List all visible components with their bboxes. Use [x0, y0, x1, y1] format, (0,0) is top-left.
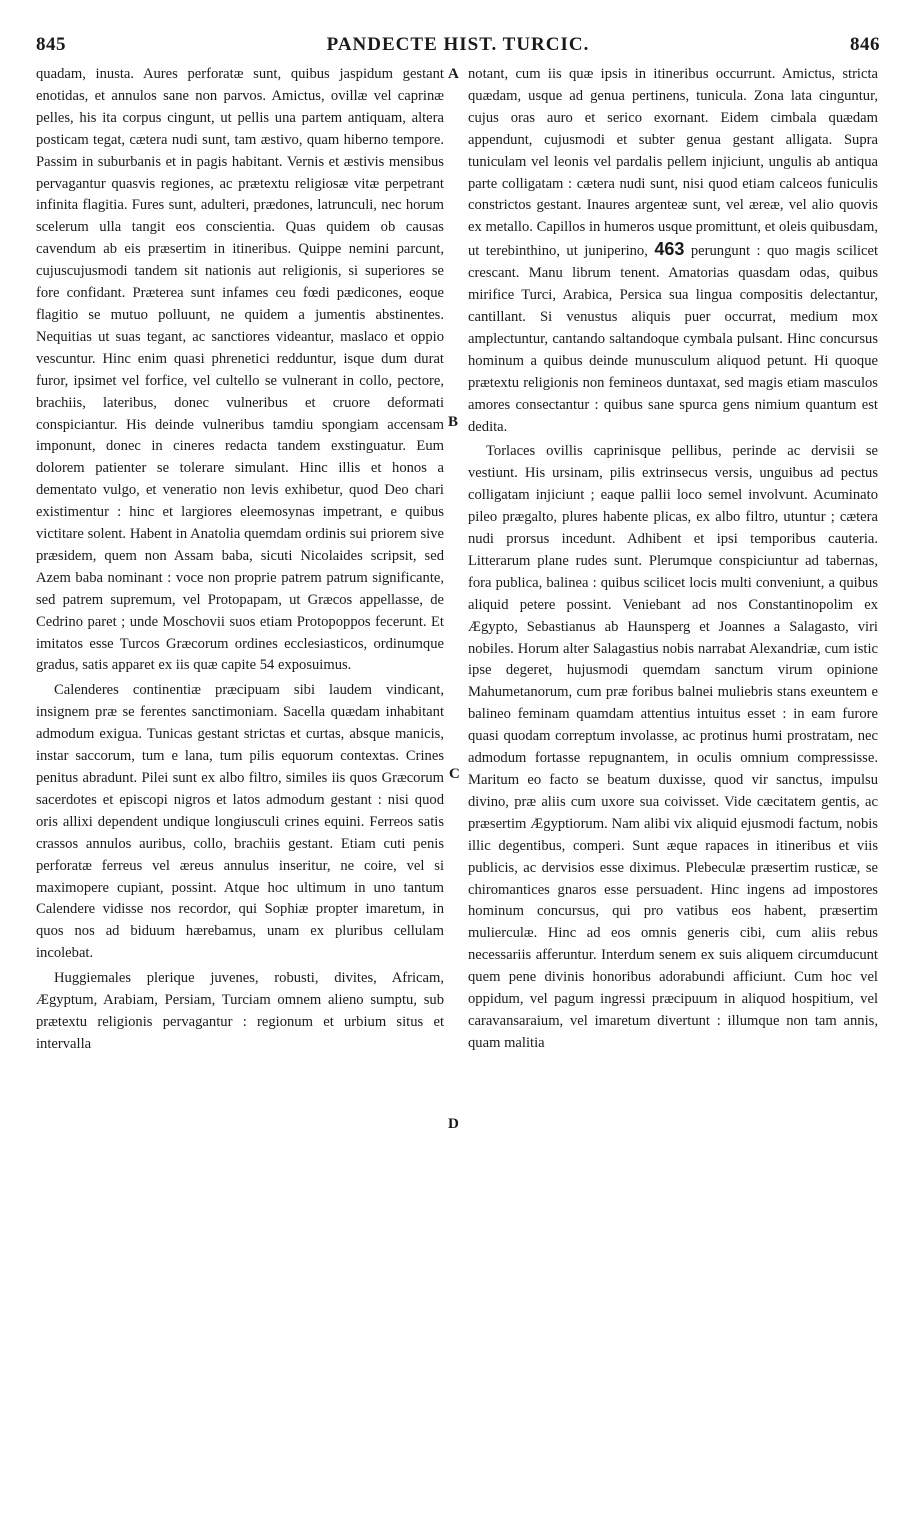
page-header: [36, 34, 880, 60]
right-paragraph-1-start: notant, cum iis quæ ipsis in itineribus occurrunt. Amictus, stricta quædam, usque ad genua pertinens, tunicula. Zona lata cinguntur, cujus oras auro et serico exornant. Eidem cimbala quædam appendunt, cujusmodi et subter genua gestant alligata. Supra tuniculam vel leonis vel pardalis pellem injiciunt, ungulis ab antiqua parte colligatam : cætera nudi sunt, nisi quod etiam calceos funiculis constrictos gestant. Inaures argenteæ sunt, vel æreæ, vel alio quovis ex metallo. Capillos in humeros usque promittunt, et oleis quibusdam, ut terebinthino, ut juniperino,: [468, 66, 878, 260]
reference-number: 463: [654, 239, 685, 260]
margin-letter-b: B: [448, 414, 459, 430]
right-paragraph-1-end: perungunt : quo magis scilicet crescant. Manu librum tenent. Amatorias quasdam odas, quibus mirifice Turci, Arabica, Persica sua lingua compositis delectantur, cantillant. Si venustus aliquis puer occurrat, medium mox amplectuntur, cantando saltandoque cymbala pulsant. Hinc concursus hominum a quibus deinde munusculum aliquod petunt. Hi quoque prætextu religionis non femineos duntaxat, sed magis etiam masculos amores consectantur : quibus sane spurca gens nimium quantum est dedita.: [468, 243, 879, 435]
left-paragraph-2: Calenderes continentiæ præcipuam sibi laudem vindicant, insignem præ se ferentes sanctimoniam. Sacella quædam inhabitant admodum exigua. Tunicas gestant strictas et curtas, absque manicis, instar saccorum, tum e lana, tum pilis equorum contextas. Crines penitus abradunt. Pilei sunt ex albo filtro, similes iis quos Græcorum sacerdotes et episcopi nigros et latos admodum gestant : nisi quod oris allixi dependent undique longiusculi crines equini. Ferreos satis crassos annulos auribus, collo, brachiis gestant. Etiam cuti penis perforatæ ferreus vel æreus annulus inseritur, ne coire, vel si maximopere cupiant, possint. Atque hoc ultimum in uno tantum Calendere vidisse nos recordor, qui Sophiæ propter imaretum, in quos nos ad biduum hærebamus, unam ex pluribus cellulam incolebat.: [36, 682, 444, 962]
margin-letter-a: A: [448, 66, 459, 82]
right-page-number: 846: [850, 34, 880, 55]
right-column: [468, 64, 878, 1055]
left-column: [36, 64, 444, 1056]
right-paragraph-2: Torlaces ovillis caprinisque pellibus, perinde ac dervisii se vestiunt. His ursinam, pilis extrinsecus versis, unguibus ad pectus colligatam injiciunt ; eaque pallii loco semel involvunt. Acuminato pileo prægalto, plures habente plicas, ex albo filtro, utuntur ; cætera nudi prorsus incedunt. Adhibent et ipsi temporibus cauteria. Litterarum plane rudes sunt. Plerumque conspiciuntur ad tabernas, fora publica, balinea : quibus scilicet locis multi conveniunt, a quibus aliquid petere possint. Veniebant ad nos Constantinopolim ex Ægypto, Sebastianus ab Haunsperg et Joannes a Salagasto, viri nobiles. Horum alter Salagastius nobis narrabat Alexandriæ, cum istic ipse degeret, hujusmodi quemdam sanctum virum opinione Mahumetanorum, cum præ foribus balnei muliebris stans exeuntem e balineo feminam quamdam attentius intuitus esset : in eam furore quasi quodam correptum involasse, ac protinus humi prostratam, nec admodum fortasse repugnantem, in oculis omnium compressisse. Maritum eo facto se beatum duxisse, quod vir sanctus, impulsu divino, præ aliis cum uxore sua coivisset. Vide cæcitatem gentis, ac præsertim Ægyptiorum. Nam alibi vix aliquid ejusmodi factum, nobis illic degentibus, comperi. Sunt æque rapaces in itineribus et viis publicis, ac dervisios esse diximus. Plebeculæ præsertim rusticæ, se chiromantices gnaros esse persuadent. Hinc ingens ad impostores hominum concursus, qui pro vatibus eos habent, præsertim mulierculæ. Hinc ad eos omnis generis cibi, cum aliis rebus necessariis afferuntur. Interdum senem ex suis aliquem circumducunt quem pene divinis honoribus adorabundi afficiunt. Cum hoc vel oppidum, vel pagum ingressi præcipuum in aliquod hospitium, vel caravansaraium, vel imaretum divertunt : illumque non tam annis, quam malitia: [468, 443, 878, 1051]
left-paragraph-3: Huggiemales plerique juvenes, robusti, divites, Africam, Ægyptum, Arabiam, Persiam, Turciam omnem alieno sumptu, sub prætextu religionis pervagantur : regionum et urbium situs et intervalla: [36, 970, 444, 1052]
margin-letter-d: D: [448, 1116, 459, 1132]
running-title: PANDECTE HIST. TURCIC.: [326, 34, 590, 55]
right-paragraph-1: [468, 64, 878, 438]
left-paragraph-1: quadam, inusta. Aures perforatæ sunt, quibus jaspidum gestant enotidas, et annulos sane non parvos. Amictus, ovillæ vel caprinæ pelles, his ita corpus cingunt, ut pellis una partem antiquam, altera posticam tegat, cætera nudi sunt, tam æstivo, quam hiberno tempore. Passim in suburbanis et in pagis habitant. Vernis et æstivis mensibus pervagantur quasvis regiones, ac prætextu religiosæ vitæ perpetrant infinita flagitia. Fures sunt, adulteri, prædones, latrunculi, nec horum scelerum ulla tangit eos conscientia. Quas quidem ob causas cavendum ab eis præsertim in itineribus. Quippe nemini parcunt, cujuscujusmodi tandem sit nationis aut religionis, si superiores se fore confidant. Præterea sunt infames ceu fœdi pædicones, eoque flagitio se mutuo polluunt, ne quidem a jumentis abstinentes. Nequitias ut suas tegant, ac sanctiores videantur, maslaco et oppio vescuntur. Hinc enim quasi phrenetici redduntur, isque dum durat furor, ipsimet vel forfice, vel cultello se vulnerant in collo, pectore, brachiis, lateribus, donec vulneribus et cruore deformati conspiciantur. His deinde vulneribus tamdiu spongiam accensam imponunt, donec in cineres redacta tandem exstinguatur. Eum dolorem patienter se tolerare simulant. Hinc illis et honos a dementato vulgo, et veneratio non levis exhibetur, quod Deo chari existimentur : hinc et largiores eleemosynas impetrant, e quibus victitare solent. Habent in Anatolia quemdam ordinis sui priorem sive præsidem, quem non Assam baba, sicuti Nicolaides scripsit, sed Azem baba nominant : voce non proprie patrem patrum significante, sed patrem supremum, vel Protopapam, ut Græcos appellasse, de Cedrino paret ; unde Moschovii suos etiam Protopoppos fecerunt. Et imitatos esse Turcos Græcorum ordines ecclesiasticos, ordinumque gradus, satis apparet ex iis quæ capite 54 exposuimus.: [36, 66, 444, 674]
left-page-number: 845: [36, 34, 66, 55]
margin-letter-c: C: [449, 766, 460, 782]
